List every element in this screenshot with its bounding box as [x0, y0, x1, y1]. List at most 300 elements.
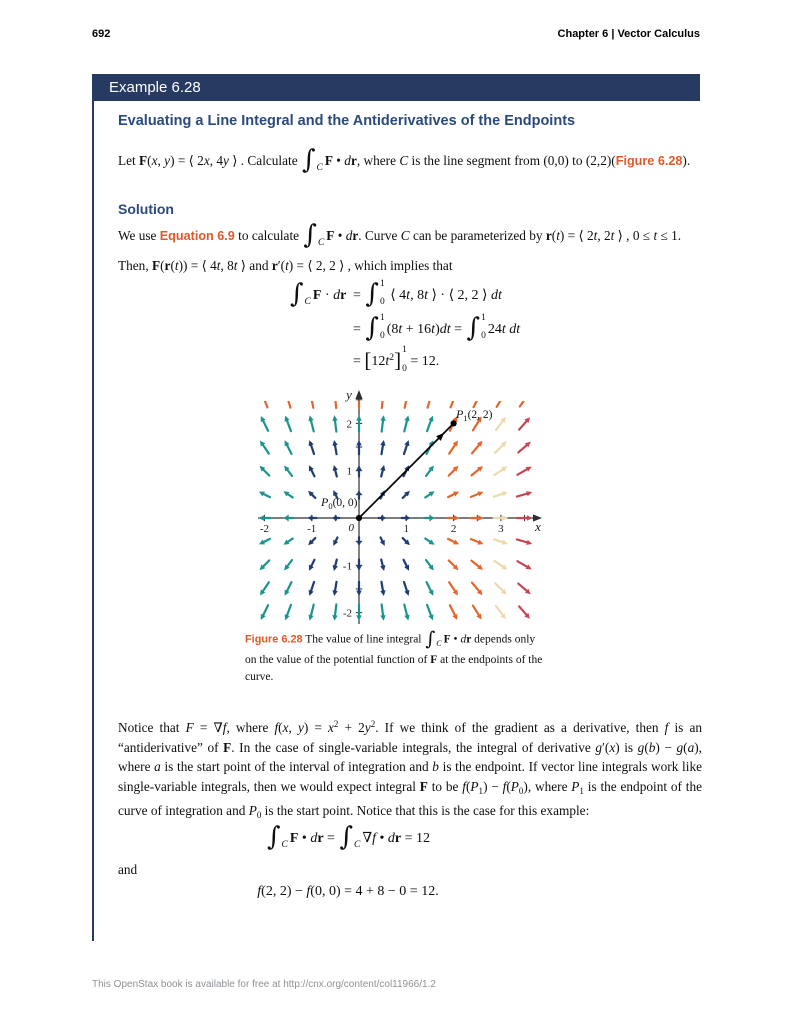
text-segment: t — [398, 322, 403, 338]
x-tick-label: 1 — [403, 523, 410, 535]
field-arrow-shaft — [404, 560, 407, 567]
text-segment: t — [501, 322, 506, 338]
y-axis-arrowhead — [355, 390, 362, 399]
text-segment: C — [399, 153, 409, 169]
text-segment: , 8 — [220, 258, 234, 273]
field-arrow-head — [308, 615, 313, 621]
field-arrow-head — [404, 440, 409, 446]
field-arrow-head — [526, 540, 532, 545]
field-arrow-shaft — [494, 561, 503, 567]
math-line-3 — [289, 345, 520, 376]
field-arrow-shaft — [474, 396, 479, 407]
y-tick-label: -2 — [342, 607, 352, 620]
text-segment: ⟩ · ⟨ 2, 2 ⟩ — [427, 288, 492, 304]
text-segment: = 12 — [401, 831, 431, 847]
field-arrow-shaft — [335, 420, 336, 432]
field-arrow-head — [356, 591, 361, 597]
text-segment: = ∇ — [193, 720, 223, 735]
field-arrow-head — [332, 615, 337, 621]
text-segment: is the start point of the interval of integration and — [160, 759, 433, 774]
text-segment: f — [306, 884, 311, 899]
solution-heading: Solution — [118, 201, 174, 217]
footer-note: This OpenStax book is available for free at http://cnx.org/content/col11966/1.2 — [92, 979, 436, 990]
field-arrow-head — [333, 565, 338, 571]
field-arrow-shaft — [518, 584, 527, 592]
field-arrow-shaft — [451, 396, 455, 407]
text-segment: x — [151, 153, 158, 169]
field-arrow-shaft — [494, 539, 504, 542]
text-segment: d — [344, 153, 351, 169]
field-arrow-shaft — [495, 444, 503, 452]
integral-sign: ∫ C — [266, 822, 288, 852]
field-arrow-shaft — [381, 560, 383, 567]
text-segment: F — [185, 720, 194, 735]
field-arrow-head — [356, 415, 361, 421]
text-segment: • — [376, 831, 388, 847]
field-arrow-shaft — [450, 605, 455, 616]
field-arrow-shaft — [449, 469, 456, 476]
text-segment: , where — [226, 720, 275, 735]
field-arrow-shaft — [473, 420, 479, 430]
text-segment: ( — [170, 258, 175, 273]
field-arrow-shaft — [520, 397, 527, 407]
field-arrow-shaft — [287, 444, 292, 454]
text-segment: , 4 — [209, 153, 224, 169]
field-arrow-shaft — [448, 539, 455, 542]
text-segment: 1 — [579, 785, 584, 796]
x-axis-label: x — [535, 519, 541, 534]
and-word: and — [118, 862, 138, 877]
y-axis-label: y — [346, 388, 352, 402]
field-arrow-shaft — [263, 605, 268, 616]
text-segment: x — [328, 720, 334, 735]
integral-sign: ∫ C — [425, 628, 442, 650]
text-segment: ( — [644, 739, 649, 755]
field-arrow-shaft — [381, 469, 383, 476]
text-segment: ⟩ and — [237, 258, 272, 273]
y-tick-label: 1 — [346, 465, 352, 478]
field-arrow-head — [503, 515, 509, 520]
field-arrow-shaft — [449, 582, 455, 591]
field-arrow-head — [380, 590, 385, 596]
text-segment: ) = ⟨ 2, 2 ⟩ , which implies that — [288, 258, 453, 273]
text-segment: ), where — [118, 739, 702, 774]
text-segment: ( — [506, 778, 511, 794]
field-arrow-shaft — [472, 583, 480, 592]
text-segment: F — [443, 633, 451, 646]
bracket-bounds: 1 0 — [402, 345, 407, 374]
field-arrow-shaft — [382, 396, 383, 408]
text-segment: The value of line integral — [302, 633, 425, 646]
notice-paragraph — [118, 715, 702, 826]
text-segment: is the endpoint. If vector line integrals work like single-variable integrals, then we would expect integral — [118, 759, 702, 794]
field-arrow-shaft — [311, 396, 313, 408]
field-arrow-head — [356, 566, 361, 572]
field-arrow-head — [356, 490, 361, 496]
xref-link[interactable]: Figure 6.28 — [615, 154, 683, 169]
point-P0 — [356, 515, 362, 521]
text-segment: 0 — [518, 785, 524, 796]
text-segment: = — [353, 354, 365, 370]
text-segment: ′( — [601, 739, 610, 755]
text-segment: f — [274, 720, 279, 735]
field-arrow-head — [430, 515, 436, 520]
field-arrow-head — [331, 515, 337, 520]
field-arrow-shaft — [519, 606, 527, 615]
text-segment: r — [352, 228, 359, 244]
field-arrow-shaft — [287, 582, 292, 592]
field-arrow-shaft — [311, 420, 314, 432]
math-line-1-rhs — [353, 279, 502, 309]
field-arrow-shaft — [311, 582, 314, 592]
field-arrow-shaft — [263, 560, 270, 567]
field-arrow-shaft — [427, 605, 431, 616]
text-segment: . If we think of the gradient as a derivative, then — [375, 720, 665, 735]
field-arrow-shaft — [287, 539, 293, 543]
text-segment: r — [350, 153, 357, 169]
field-arrow-shaft — [517, 539, 528, 542]
text-segment: ), where — [523, 778, 572, 794]
field-arrow-shaft — [311, 560, 314, 567]
text-segment: F — [289, 831, 299, 847]
text-segment: to calculate — [234, 228, 303, 244]
text-segment: F — [430, 654, 438, 666]
text-segment: d — [333, 288, 341, 304]
field-arrow-head — [527, 515, 533, 520]
text-segment: , — [157, 153, 165, 169]
field-arrow-shaft — [287, 396, 290, 407]
text-segment: + 16 — [402, 322, 432, 338]
text-segment: depends only on the value of the potential function of — [245, 633, 536, 666]
field-arrow-shaft — [335, 604, 336, 616]
field-arrow-head — [356, 615, 361, 621]
field-arrow-shaft — [517, 469, 527, 475]
field-arrow-head — [356, 541, 361, 547]
field-arrow-head — [428, 392, 433, 398]
field-arrow-shaft — [471, 539, 479, 542]
text-segment: ) − — [483, 778, 503, 794]
field-arrow-head — [309, 440, 314, 446]
text-segment: + 2 — [338, 720, 365, 735]
text-segment: b — [432, 759, 439, 774]
text-segment: F — [312, 288, 322, 304]
field-arrow-head — [502, 540, 508, 545]
text-segment: ( — [551, 228, 557, 244]
text-segment: ) − — [655, 739, 677, 755]
text-segment: x — [203, 153, 210, 169]
text-segment: ). — [682, 153, 691, 169]
field-arrow-shaft — [287, 494, 293, 498]
right-bracket: ] — [394, 347, 402, 372]
text-segment: f — [502, 778, 507, 794]
xref-link[interactable]: Equation 6.9 — [159, 229, 235, 244]
field-arrow-head — [380, 565, 385, 571]
field-arrow-shaft — [426, 560, 431, 567]
text-segment: P — [248, 803, 257, 818]
field-arrow-shaft — [311, 469, 314, 476]
text-segment: is the start point. Notice that this is the case for this example: — [261, 803, 590, 818]
field-arrow-shaft — [405, 396, 407, 408]
integral-sign: ∫ C — [301, 145, 323, 175]
text-segment: , 8 — [410, 288, 425, 304]
text-segment: F — [326, 228, 335, 244]
field-arrow-head — [332, 440, 337, 446]
display-math-endpoints — [118, 884, 578, 900]
text-segment: is the endpoint of the curve of integration and — [118, 778, 702, 818]
text-segment: f — [257, 884, 262, 899]
field-arrow-shaft — [518, 445, 527, 453]
field-arrow-shaft — [496, 420, 503, 430]
field-arrow-shaft — [382, 420, 383, 432]
math-line-1-lhs — [289, 280, 353, 312]
y-tick-label: -1 — [342, 560, 352, 573]
integral-sign: ∫ C — [303, 220, 325, 250]
text-segment: )) = ⟨ 4 — [178, 258, 217, 273]
text-segment: = — [353, 288, 365, 304]
text-segment: t — [431, 322, 436, 338]
field-arrow-head — [454, 515, 460, 520]
text-segment: r — [394, 831, 402, 847]
field-arrow-head — [380, 615, 385, 621]
field-arrow-shaft — [404, 420, 407, 432]
display-math-derivation — [289, 280, 520, 378]
text-segment: F — [419, 778, 428, 794]
text-segment: ⟨ 4 — [386, 288, 407, 304]
display-math-gradient — [118, 823, 578, 855]
field-arrow-shaft — [263, 469, 270, 476]
field-arrow-shaft — [473, 606, 479, 616]
text-segment: y — [364, 720, 371, 735]
text-segment: . Curve — [358, 228, 401, 244]
text-segment: ) — [435, 322, 440, 338]
text-segment: r — [317, 831, 324, 847]
field-arrow-shaft — [427, 420, 431, 431]
text-segment: ⟩ . Calculate — [228, 153, 301, 169]
field-arrow-head — [404, 615, 409, 621]
field-arrow-shaft — [263, 539, 270, 542]
field-arrow-shaft — [449, 560, 456, 567]
field-arrow-head — [500, 393, 505, 399]
field-arrow-shaft — [335, 560, 337, 567]
text-segment: t — [233, 258, 238, 273]
text-segment: t — [385, 354, 390, 370]
field-arrow-shaft — [287, 420, 291, 431]
field-arrow-head — [307, 515, 313, 520]
text-segment: (2, 2) − — [261, 884, 307, 899]
field-arrow-head — [309, 590, 314, 596]
text-segment: can be parameterized by — [409, 228, 546, 244]
field-arrow-head — [404, 392, 409, 398]
field-arrow-shaft — [495, 583, 503, 591]
field-arrow-head — [356, 465, 361, 471]
field-arrow-shaft — [497, 397, 503, 407]
field-arrow-head — [332, 392, 337, 398]
text-segment: t — [216, 258, 221, 273]
field-arrow-shaft — [311, 444, 314, 454]
field-arrow-shaft — [335, 469, 337, 476]
text-segment: . In the case of single-variable integrals, the integral of derivative — [231, 739, 596, 755]
text-segment: r — [466, 633, 472, 646]
text-segment: x — [609, 739, 616, 755]
field-arrow-shaft — [519, 421, 527, 430]
text-segment: y — [164, 153, 171, 169]
text-segment: 24 — [487, 322, 502, 338]
chapter-title: Chapter 6 | Vector Calculus — [557, 28, 700, 40]
intro-paragraph — [118, 146, 702, 178]
field-arrow-head — [380, 465, 385, 471]
text-segment: ) is — [615, 739, 638, 755]
text-segment: ≤ 1. — [657, 228, 682, 244]
integral-sign: ∫ 1 0 — [466, 313, 486, 343]
text-segment: ( — [160, 258, 165, 273]
text-segment: , where — [356, 153, 400, 169]
text-segment: g — [595, 739, 602, 755]
field-arrow-shaft — [428, 396, 431, 407]
x-tick-label: -2 — [259, 523, 269, 535]
field-arrow-head — [526, 491, 532, 496]
text-segment: ′( — [277, 258, 286, 273]
vector-field-arrows — [259, 392, 533, 627]
field-arrow-head — [380, 392, 385, 398]
field-arrow-shaft — [404, 444, 407, 454]
field-arrow-shaft — [449, 444, 455, 453]
example-banner: Example 6.28 — [92, 74, 700, 101]
text-segment: F — [139, 153, 148, 169]
text-segment: dt — [509, 322, 521, 338]
integral-sign: ∫ C — [339, 822, 361, 852]
field-arrow-head — [476, 392, 481, 398]
x-tick-label: 2 — [450, 523, 457, 535]
y-tick-label: 2 — [346, 418, 352, 431]
field-arrow-shaft — [262, 444, 268, 453]
left-bracket: [ — [364, 347, 372, 372]
text-segment: t — [406, 288, 411, 304]
field-arrow-shaft — [517, 493, 528, 496]
field-arrow-shaft — [517, 561, 527, 567]
text-segment: g — [637, 739, 645, 755]
text-segment: (0, 0) = 4 + 8 − 0 = 12. — [310, 884, 439, 899]
text-segment: y — [297, 720, 304, 735]
text-segment: P — [470, 778, 479, 794]
text-segment: t — [653, 228, 658, 244]
field-arrow-head — [283, 515, 289, 520]
text-segment: t — [174, 258, 179, 273]
figure-caption — [245, 628, 545, 685]
text-segment: We use — [118, 228, 160, 244]
text-segment: g — [676, 739, 684, 755]
x-tick-label: 3 — [498, 523, 504, 535]
text-segment: ) = — [303, 720, 328, 735]
field-arrow-head — [381, 515, 387, 520]
text-segment: t — [610, 228, 615, 244]
text-segment: t — [593, 228, 598, 244]
field-arrow-shaft — [404, 605, 407, 617]
text-segment: 2 — [389, 353, 395, 364]
field-arrow-head — [404, 415, 409, 421]
field-arrow-shaft — [425, 494, 431, 498]
text-segment: = — [353, 322, 365, 338]
field-arrow-shaft — [311, 605, 314, 617]
field-arrow-shaft — [381, 444, 383, 454]
field-arrow-shaft — [287, 605, 291, 616]
field-arrow-shaft — [335, 444, 337, 454]
text-segment: is the line segment from (0,0) to (2,2)( — [408, 153, 616, 169]
text-segment: dt — [439, 322, 451, 338]
field-arrow-shaft — [263, 494, 270, 497]
field-arrow-shaft — [448, 494, 455, 497]
math-line-1 — [289, 280, 520, 312]
field-arrow-head — [478, 515, 484, 520]
field-arrow-head — [404, 590, 409, 596]
field-arrow-shaft — [335, 582, 337, 592]
text-segment: P — [510, 778, 519, 794]
text-segment: dt — [491, 288, 502, 304]
text-segment: ( — [147, 153, 152, 169]
text-segment: 12 — [371, 354, 386, 370]
text-segment: a — [154, 759, 161, 774]
field-arrow-shaft — [426, 469, 431, 476]
vector-field-plot — [245, 388, 545, 626]
text-segment: r — [164, 258, 171, 273]
text-segment: ( — [683, 739, 688, 755]
text-segment: d — [460, 633, 467, 646]
text-segment: Then, — [118, 258, 152, 273]
text-segment: (8 — [386, 322, 399, 338]
field-arrow-head — [333, 465, 338, 471]
field-arrow-shaft — [471, 469, 479, 475]
integral-sign: ∫ 1 0 — [365, 279, 385, 309]
text-segment: is an “antiderivative” of — [118, 720, 702, 755]
solution-paragraph-1 — [118, 221, 702, 253]
text-segment: = — [323, 831, 339, 847]
x-tick-label: -1 — [307, 523, 317, 535]
point-P1-label: $P_1(2$, 2) — [456, 407, 493, 423]
text-segment: F — [223, 739, 232, 755]
text-segment: = — [450, 322, 466, 338]
field-arrow-shaft — [287, 560, 292, 567]
text-segment: b — [648, 739, 656, 755]
field-arrow-shaft — [263, 420, 268, 431]
text-segment: x — [282, 720, 289, 735]
field-arrow-head — [308, 415, 313, 421]
text-segment: C — [400, 228, 410, 244]
math-line-2 — [289, 314, 520, 346]
text-segment: ( — [465, 778, 471, 794]
field-arrow-shaft — [382, 604, 383, 616]
text-segment: Let — [118, 153, 140, 169]
xref-link[interactable]: Figure 6.28 — [245, 633, 303, 646]
text-segment: y — [223, 153, 229, 169]
field-arrow-shaft — [427, 582, 432, 592]
text-segment: f — [462, 778, 466, 794]
text-segment: a — [687, 739, 695, 755]
text-segment: f — [664, 720, 669, 735]
field-arrow-shaft — [335, 396, 336, 408]
text-segment: • — [298, 831, 311, 847]
text-segment: t — [285, 258, 289, 273]
text-segment: , 2 — [597, 228, 611, 244]
field-arrow-shaft — [494, 493, 504, 496]
text-segment: F — [324, 153, 333, 169]
text-segment: r — [340, 288, 347, 304]
field-arrow-shaft — [404, 582, 407, 592]
text-segment: • — [450, 633, 461, 646]
text-segment: t — [424, 288, 428, 304]
field-arrow-shaft — [472, 444, 480, 453]
field-arrow-shaft — [381, 582, 383, 592]
text-segment: d — [310, 831, 318, 847]
text-segment: P — [571, 778, 580, 794]
